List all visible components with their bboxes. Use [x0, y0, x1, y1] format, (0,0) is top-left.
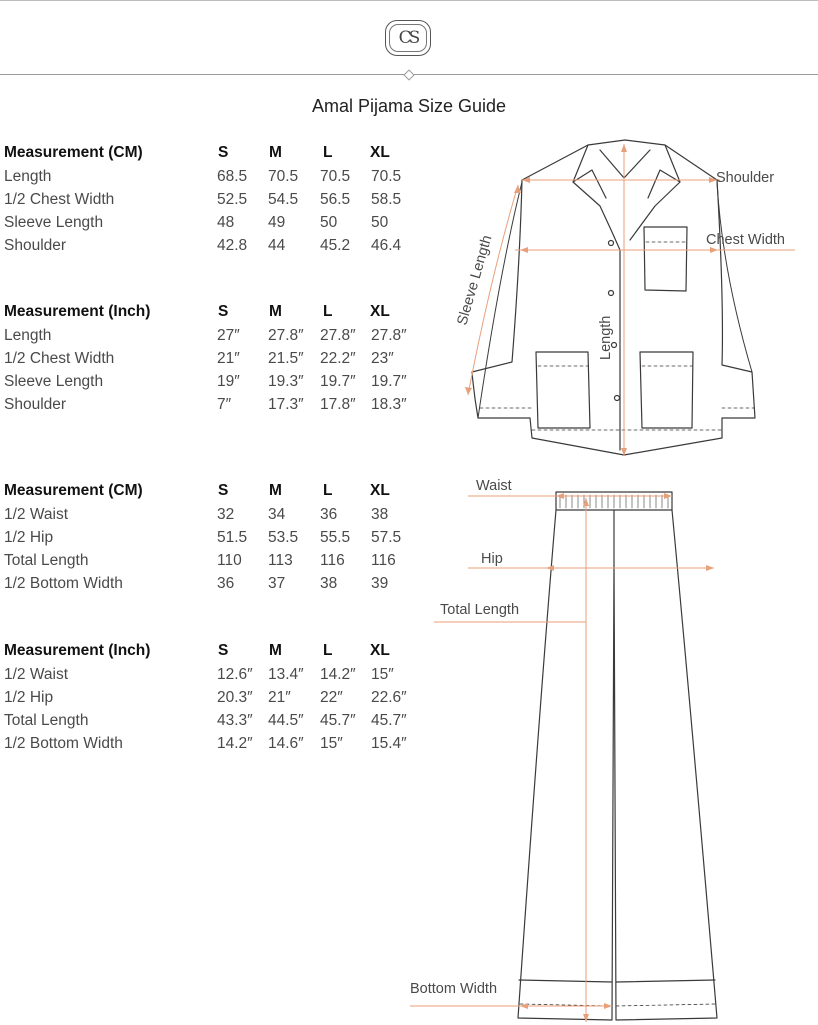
header-size-m: M	[269, 642, 282, 659]
cell-l: 22.2″	[320, 350, 356, 367]
header-size-s: S	[218, 642, 229, 659]
row-label: Shoulder	[4, 237, 67, 254]
cell-l: 14.2″	[320, 666, 356, 683]
cell-m: 70.5	[268, 168, 299, 185]
cell-m: 113	[268, 552, 293, 569]
header-measurement: Measurement (CM)	[4, 482, 143, 499]
logo-monogram: CS	[389, 24, 427, 52]
shirt-outline-icon	[472, 140, 755, 455]
row-label: 1/2 Hip	[4, 689, 54, 706]
cell-m: 19.3″	[268, 373, 304, 390]
row-label: 1/2 Hip	[4, 529, 54, 546]
label-waist: Waist	[476, 478, 512, 494]
cell-l: 45.7″	[320, 712, 356, 729]
cell-s: 51.5	[217, 529, 248, 546]
cell-s: 7″	[217, 396, 232, 413]
header-size-s: S	[218, 482, 229, 499]
cell-m: 13.4″	[268, 666, 304, 683]
cell-s: 27″	[217, 327, 240, 344]
row-label: Length	[4, 327, 52, 344]
header-size-xl: XL	[370, 144, 390, 161]
row-label: Sleeve Length	[4, 373, 104, 390]
cell-xl: 22.6″	[371, 689, 407, 706]
label-sleeve-length: Sleeve Length	[454, 233, 496, 328]
cell-l: 19.7″	[320, 373, 356, 390]
cell-l: 36	[320, 506, 338, 523]
cell-s: 52.5	[217, 191, 248, 208]
cell-xl: 15″	[371, 666, 394, 683]
page-title: Amal Pijama Size Guide	[311, 96, 507, 116]
trousers-outline-icon	[518, 492, 717, 1020]
label-shoulder: Shoulder	[716, 170, 775, 186]
cell-xl: 19.7″	[371, 373, 407, 390]
cell-m: 21″	[268, 689, 291, 706]
header-size-m: M	[269, 482, 282, 499]
cell-s: 110	[217, 552, 242, 569]
cell-l: 38	[320, 575, 338, 592]
row-label: Shoulder	[4, 396, 67, 413]
header-measurement: Measurement (Inch)	[4, 303, 151, 320]
cell-m: 37	[268, 575, 286, 592]
row-label: Total Length	[4, 712, 89, 729]
header-size-m: M	[269, 303, 282, 320]
cell-m: 27.8″	[268, 327, 304, 344]
header-measurement: Measurement (Inch)	[4, 642, 151, 659]
row-label: 1/2 Bottom Width	[4, 735, 123, 752]
cell-s: 12.6″	[217, 666, 253, 683]
header-size-l: L	[323, 144, 333, 161]
cell-s: 19″	[217, 373, 240, 390]
header-size-l: L	[323, 642, 333, 659]
cell-xl: 38	[371, 506, 389, 523]
row-label: 1/2 Chest Width	[4, 350, 115, 367]
row-label: Sleeve Length	[4, 214, 104, 231]
cell-xl: 116	[371, 552, 396, 569]
cell-s: 20.3″	[217, 689, 253, 706]
cell-m: 14.6″	[268, 735, 304, 752]
cell-l: 17.8″	[320, 396, 356, 413]
label-hip: Hip	[481, 551, 503, 567]
label-total-length: Total Length	[440, 602, 520, 618]
cell-m: 44	[268, 237, 286, 254]
cell-xl: 27.8″	[371, 327, 407, 344]
row-label: 1/2 Chest Width	[4, 191, 115, 208]
cell-m: 34	[268, 506, 286, 523]
cell-xl: 46.4	[371, 237, 402, 254]
header-size-xl: XL	[370, 642, 390, 659]
cell-l: 50	[320, 214, 338, 231]
cell-l: 15″	[320, 735, 343, 752]
row-label: Total Length	[4, 552, 89, 569]
measurement-arrowheads	[465, 144, 718, 1022]
cell-xl: 18.3″	[371, 396, 407, 413]
cell-xl: 15.4″	[371, 735, 407, 752]
cell-xl: 39	[371, 575, 389, 592]
row-label: Length	[4, 168, 52, 185]
cell-xl: 70.5	[371, 168, 402, 185]
cell-s: 36	[217, 575, 235, 592]
cell-l: 116	[320, 552, 345, 569]
header-size-xl: XL	[370, 482, 390, 499]
cell-s: 21″	[217, 350, 240, 367]
cell-s: 32	[217, 506, 235, 523]
cell-s: 14.2″	[217, 735, 253, 752]
header-size-s: S	[218, 144, 229, 161]
header-size-l: L	[323, 303, 333, 320]
cell-l: 22″	[320, 689, 343, 706]
header-size-s: S	[218, 303, 229, 320]
cell-l: 70.5	[320, 168, 351, 185]
header-measurement: Measurement (CM)	[4, 144, 143, 161]
cell-l: 56.5	[320, 191, 351, 208]
cell-m: 21.5″	[268, 350, 304, 367]
cell-s: 42.8	[217, 237, 248, 254]
cell-m: 44.5″	[268, 712, 304, 729]
cell-xl: 57.5	[371, 529, 402, 546]
row-label: 1/2 Bottom Width	[4, 575, 123, 592]
header-size-m: M	[269, 144, 282, 161]
cell-s: 68.5	[217, 168, 248, 185]
row-label: 1/2 Waist	[4, 666, 69, 683]
header-size-xl: XL	[370, 303, 390, 320]
cell-m: 17.3″	[268, 396, 304, 413]
cell-xl: 50	[371, 214, 389, 231]
row-label: 1/2 Waist	[4, 506, 69, 523]
cell-s: 48	[217, 214, 235, 231]
label-bottom-width: Bottom Width	[410, 981, 498, 997]
cell-m: 53.5	[268, 529, 299, 546]
cell-l: 45.2	[320, 237, 351, 254]
label-chest-width: Chest Width	[706, 232, 785, 248]
cell-l: 55.5	[320, 529, 351, 546]
label-length: Length	[598, 315, 614, 360]
cell-m: 49	[268, 214, 286, 231]
cell-s: 43.3″	[217, 712, 253, 729]
cell-m: 54.5	[268, 191, 299, 208]
cell-l: 27.8″	[320, 327, 356, 344]
cell-xl: 45.7″	[371, 712, 407, 729]
cell-xl: 58.5	[371, 191, 402, 208]
header-size-l: L	[323, 482, 333, 499]
cell-xl: 23″	[371, 350, 394, 367]
